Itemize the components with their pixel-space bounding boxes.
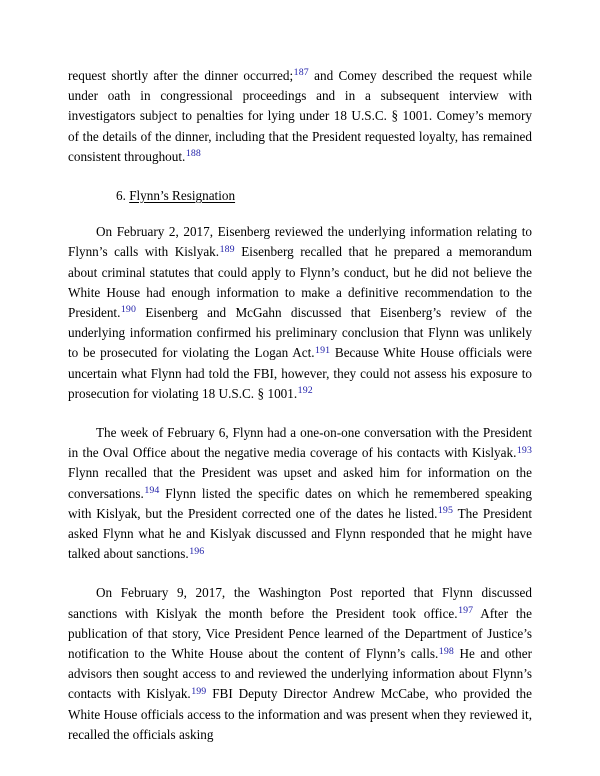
paragraph-text: He and other advisors then sought access to and reviewed the underlying information about Flynn’s contacts with Kislyak. <box>68 646 532 702</box>
paragraph-text: Flynn recalled that the President was upset and asked him for information on the conversations. <box>68 465 532 501</box>
paragraph-text: Flynn listed the specific dates on which he remembered speaking with Kislyak, but the President corrected one of the dates he listed. <box>68 485 532 521</box>
paragraph-text: and Comey described the request while under oath in congressional proceedings and in a subsequent interview with investigators subject to penalties for lying under 18 U.S.C. § 1001. Comey’s memory of the details of the dinner, including that the President requested loyalty, has remained consistent throughout. <box>68 68 532 164</box>
section-title: Flynn’s Resignation <box>129 188 236 204</box>
footnote-marker-193[interactable]: 193 <box>516 444 532 456</box>
footnote-marker-199[interactable]: 199 <box>191 685 207 697</box>
footnote-marker-189[interactable]: 189 <box>219 243 235 255</box>
paragraph-eisenberg-review <box>68 222 532 404</box>
footnote-marker-188[interactable]: 188 <box>185 148 201 160</box>
paragraph-text: Because White House officials were uncertain what Flynn had told the FBI, however, they could not assess his exposure to prosecution for violating 18 U.S.C. § 1001. <box>68 345 532 401</box>
footnote-marker-195[interactable]: 195 <box>437 505 454 517</box>
paragraph-text: The President asked Flynn what he and Kislyak discussed and Flynn responded that he might have talked about sanctions. <box>68 505 532 562</box>
footnote-marker-194[interactable]: 194 <box>144 485 160 497</box>
footnote-marker-191[interactable]: 191 <box>315 344 331 356</box>
document-text-block <box>68 66 532 745</box>
footnote-marker-197[interactable]: 197 <box>458 605 474 617</box>
paragraph-text: request shortly after the dinner occurred; <box>68 68 294 83</box>
paragraph-text: On February 9, 2017, the Washington Post reported that Flynn discussed sanctions with Kislyak the month before the President took office. <box>68 585 532 621</box>
paragraph-text: Eisenberg and McGahn discussed that Eisenberg’s review of the underlying information confirmed his preliminary conclusion that Flynn was unlikely to be prosecuted for violating the Logan Act. <box>68 305 532 361</box>
footnote-marker-196[interactable]: 196 <box>189 545 205 557</box>
footnote-marker-190[interactable]: 190 <box>120 304 137 316</box>
paragraph-text: The week of February 6, Flynn had a one-on-one conversation with the President in the Oval Office about the negative media coverage of his contacts with Kislyak. <box>68 425 532 461</box>
paragraph-text: Eisenberg recalled that he prepared a memorandum about criminal statutes that could apply to Flynn’s conduct, but he did not believe the White House had enough information to make a definitive recommendation to the President. <box>68 244 532 321</box>
footnote-marker-187[interactable]: 187 <box>293 67 309 79</box>
footnote-marker-198[interactable]: 198 <box>438 645 454 657</box>
section-heading <box>68 186 532 206</box>
paragraph-text: On February 2, 2017, Eisenberg reviewed the underlying information relating to Flynn’s calls with Kislyak. <box>68 224 532 260</box>
paragraph-continuation <box>68 66 532 167</box>
paragraph-washington-post-report <box>68 583 532 745</box>
footnote-marker-192[interactable]: 192 <box>297 385 313 397</box>
section-number: 6. <box>116 188 126 204</box>
paragraph-oval-office-conversation <box>68 423 532 564</box>
paragraph-text: FBI Deputy Director Andrew McCabe, who provided the White House officials access to the information and was present when they reviewed it, recalled the officials asking <box>68 686 532 742</box>
paragraph-text: After the publication of that story, Vice President Pence learned of the Department of Justice’s notification to the White House about the content of Flynn’s calls. <box>68 605 532 662</box>
